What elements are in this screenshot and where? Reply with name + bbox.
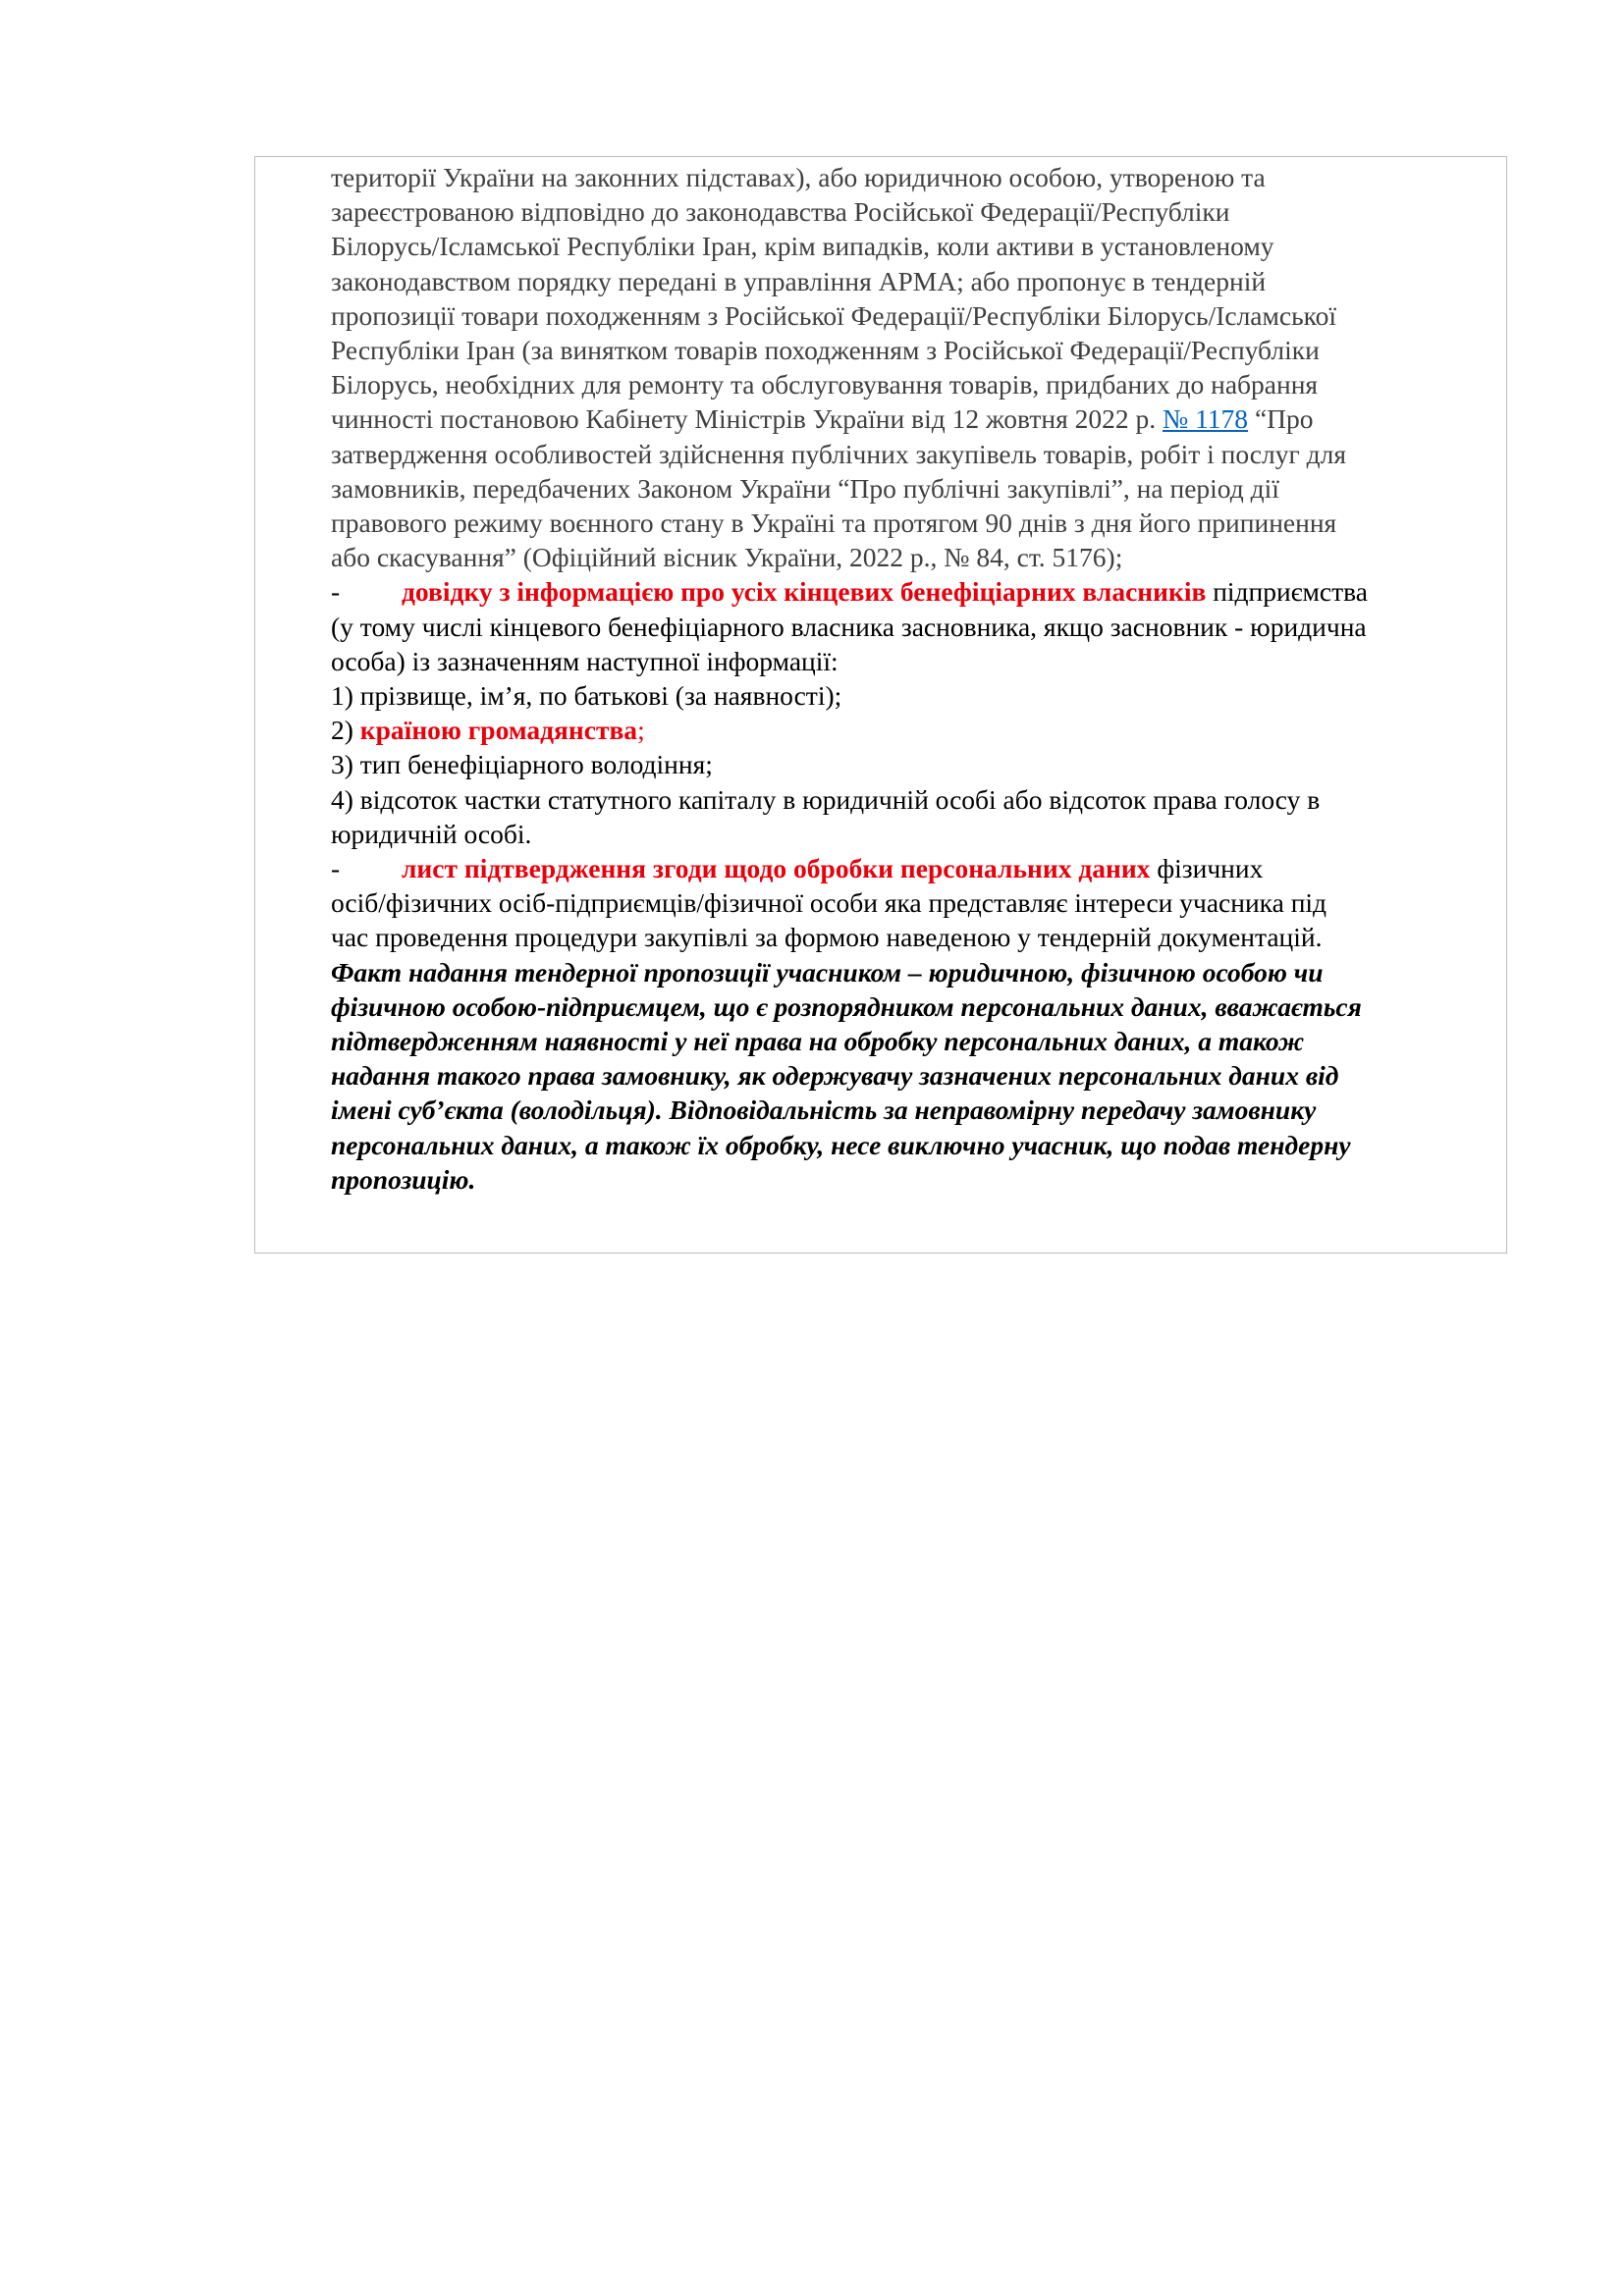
text-line: Білорусь, необхідних для ремонту та обслуговування товарів, придбаних до набрання bbox=[331, 369, 1319, 400]
text-line: персональних даних, а також їх обробку, несе виключно учасник, що подав тендерну bbox=[331, 1129, 1351, 1160]
text-line: пропозиції товари походженням з Російської Федерації/Республіки Білорусь/Ісламської bbox=[331, 299, 1337, 331]
text-line: зареєстрованою відповідно до законодавства Російської Федерації/Республіки bbox=[331, 196, 1230, 228]
text-line: пропозицію. bbox=[331, 1163, 476, 1195]
list-item-3: 3) тип бенефіціарного володіння; bbox=[331, 749, 713, 780]
text-line-with-link bbox=[331, 401, 1505, 436]
document-content bbox=[331, 160, 1505, 1197]
consent-heading-line bbox=[331, 851, 1505, 885]
text-line: затвердження особливостей здійснення публічних закупівель товарів, робіт і послуг для bbox=[331, 438, 1347, 469]
consent-heading: лист підтвердження згоди щодо обробки персональних даних bbox=[402, 853, 1151, 884]
text-line: або скасування” (Офіційний вісник України, 2022 р., № 84, ст. 5176); bbox=[331, 542, 1123, 573]
beneficiary-heading-line bbox=[331, 574, 1505, 609]
list-item-1: 1) прізвище, ім’я, по батькові (за наявності); bbox=[331, 680, 842, 712]
text-line: території України на законних підставах), або юридичною особою, утвореною та bbox=[331, 162, 1266, 192]
text-line: імені суб’єкта (володільця). Відповідальність за неправомірну передачу замовнику bbox=[331, 1095, 1317, 1126]
text-line: підтвердженням наявності у неї права на обробку персональних даних, а також bbox=[331, 1026, 1305, 1057]
fact-paragraph bbox=[331, 955, 1505, 1197]
beneficiary-item bbox=[331, 574, 1505, 851]
text-line: правового режиму воєнного стану в Україні та протягом 90 днів з дня його припинення bbox=[331, 507, 1337, 539]
text-line: фізичною особою-підприємцем, що є розпорядником персональних даних, вважається bbox=[331, 990, 1362, 1022]
list-item-4: 4) відсоток частки статутного капіталу в юридичній особі або відсоток права голосу в bbox=[331, 783, 1321, 815]
consent-item bbox=[331, 851, 1505, 955]
text-segment: чинності постановою Кабінету Міністрів України від 12 жовтня 2022 р. bbox=[331, 403, 1163, 435]
text-segment: фізичних bbox=[1150, 853, 1264, 884]
text-line: час проведення процедури закупівлі за формою наведеною у тендерній документацій. bbox=[331, 922, 1323, 953]
text-segment: 2) bbox=[331, 715, 360, 746]
list-dash: - bbox=[331, 853, 341, 884]
beneficiary-heading: довідку з інформацією про усіх кінцевих бенефіціарних власників bbox=[402, 576, 1207, 608]
text-segment: ; bbox=[637, 715, 645, 746]
resolution-1178-link[interactable]: № 1178 bbox=[1162, 403, 1249, 435]
text-line: Республіки Іран (за винятком товарів походженням з Російської Федерації/Республіки bbox=[331, 335, 1320, 366]
text-line: (у тому числі кінцевого бенефіціарного власника засновника, якщо засновник - юридична bbox=[331, 611, 1367, 642]
list-dash: - bbox=[331, 576, 341, 608]
text-line: осіб/фізичних осіб-підприємців/фізичної особи яка представляє інтереси учасника під bbox=[331, 887, 1327, 919]
text-line: юридичній особі. bbox=[331, 818, 532, 849]
text-line: законодавством порядку передані в управління АРМА; або пропонує в тендерній bbox=[331, 265, 1267, 296]
text-line: замовників, передбачених Законом України “Про публічні закупівлі”, на період дії bbox=[331, 472, 1279, 504]
text-segment: підприємства bbox=[1206, 576, 1368, 608]
list-item-2 bbox=[331, 713, 1505, 747]
text-line: Факт надання тендерної пропозиції учасником – юридичною, фізичною особою чи bbox=[331, 956, 1324, 988]
citizenship-highlight: країною громадянства bbox=[359, 715, 638, 746]
text-line: надання такого права замовнику, як одержувачу зазначених персональних даних від bbox=[331, 1060, 1339, 1092]
text-line: Білорусь/Ісламської Республіки Іран, крім випадків, коли активи в установленому bbox=[331, 231, 1274, 262]
text-segment: “Про bbox=[1248, 403, 1314, 435]
text-line: особа) із зазначенням наступної інформації: bbox=[331, 645, 839, 676]
sanctions-paragraph bbox=[331, 160, 1505, 574]
